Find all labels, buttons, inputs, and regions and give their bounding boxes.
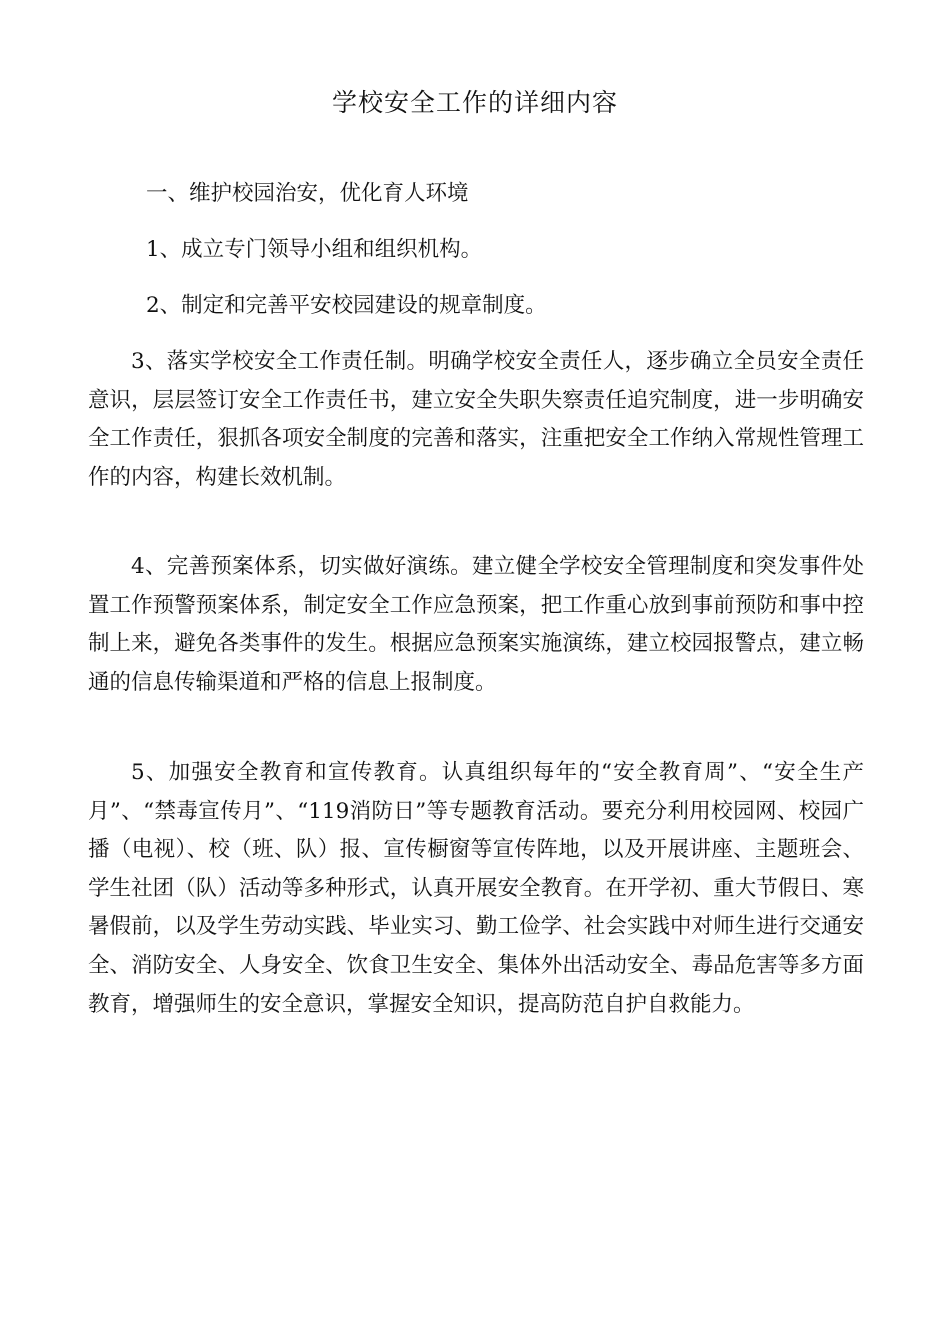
list-item-4: 4、完善预案体系，切实做好演练。建立健全学校安全管理制度和突发事件处置工作预警预案体系，制定安全工作应急预案，把工作重心放到事前预防和事中控制上来，避免各类事件的发生。根据应急预案实施演练，建立校园报警点，建立畅通的信息传输渠道和严格的信息上报制度。 <box>88 554 864 695</box>
list-item-3: 3、落实学校安全工作责任制。明确学校安全责任人，逐步确立全员安全责任意识，层层签订安全工作责任书，建立安全失职失察责任追究制度，进一步明确安全工作责任，狠抓各项安全制度的完善和落实，注重把安全工作纳入常规性管理工作的内容，构建长效机制。 <box>88 349 864 490</box>
list-item-2: 2、制定和完善平安校园建设的规章制度。 <box>146 293 547 318</box>
list-item-1: 1、成立专门领导小组和组织机构。 <box>146 237 483 262</box>
section-heading-1: 一、维护校园治安，优化育人环境 <box>146 181 469 206</box>
list-item-5: 5、加强安全教育和宣传教育。认真组织每年的“安全教育周”、“安全生产月”、“禁毒宣传月”、“119消防日”等专题教育活动。要充分利用校园网、校园广播（电视）、校（班、队）报、宣传橱窗等宣传阵地，以及开展讲座、主题班会、学生社团（队）活动等多种形式，认真开展安全教育。在开学初、重大节假日、寒暑假前，以及学生劳动实践、毕业实习、勤工俭学、社会实践中对师生进行交通安全、消防安全、人身安全、饮食卫生安全、集体外出活动安全、毒品危害等多方面教育，增强师生的安全意识，掌握安全知识，提高防范自护自救能力。 <box>88 760 864 1017</box>
document-title: 学校安全工作的详细内容 <box>331 88 618 117</box>
